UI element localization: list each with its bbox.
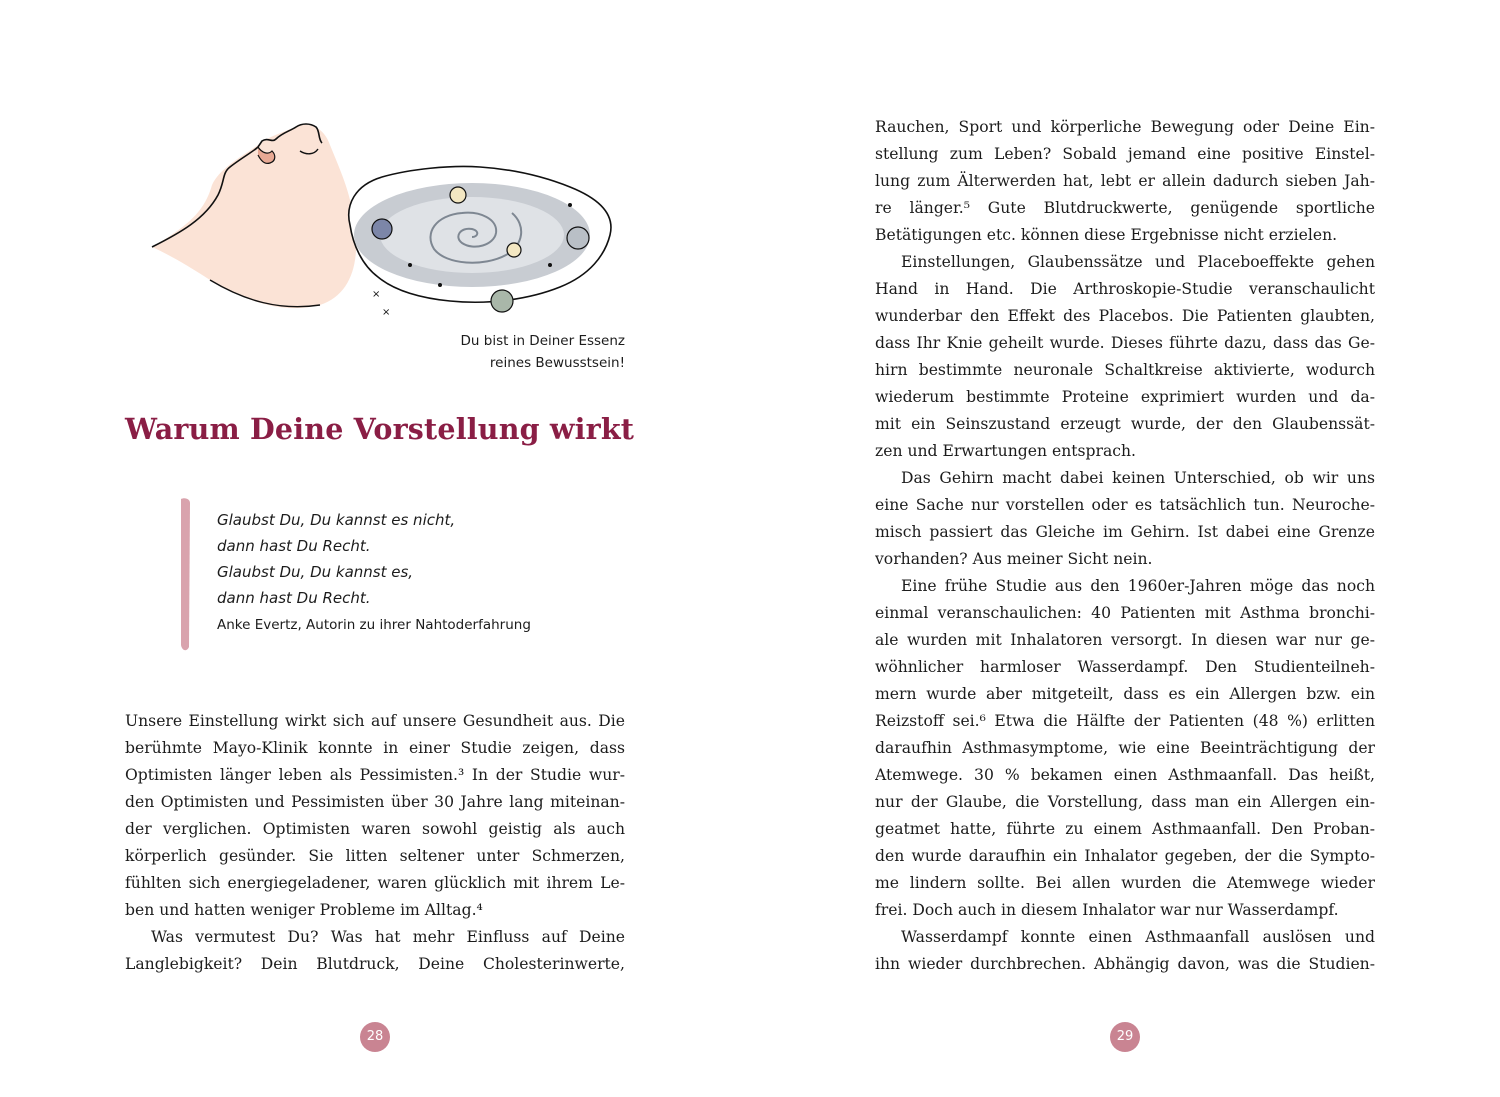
text-line: dass Ihr Knie geheilt wurde. Dieses führte dazu, dass das Ge- <box>875 334 1375 352</box>
text-line: vorhanden? Aus meiner Sicht nein. <box>875 550 1153 568</box>
text-line: körperlich gesünder. Sie litten seltener unter Schmerzen, <box>125 847 625 865</box>
quote-line: dann hast Du Recht. <box>217 537 371 555</box>
text-line: nur der Glaube, die Vorstellung, dass man ein Allergen ein- <box>875 793 1375 811</box>
text-line: Langlebigkeit? Dein Blutdruck, Deine Cholesterinwerte, <box>125 955 625 973</box>
text-line: Wasserdampf konnte einen Asthmaanfall auslösen und <box>901 928 1375 946</box>
text-line: mit ein Seinszustand erzeugt wurde, der den Glaubenssät- <box>875 415 1375 433</box>
quote-line: Glaubst Du, Du kannst es nicht, <box>217 511 456 529</box>
text-line: der verglichen. Optimisten waren sowohl geistig als auch <box>125 820 625 838</box>
text-line: einmal veranschaulichen: 40 Patienten mit Asthma bronchi- <box>875 604 1375 622</box>
planet-cream-top <box>450 187 466 203</box>
text-line: misch passiert das Gleiche im Gehirn. Ist dabei eine Grenze <box>875 523 1375 541</box>
text-line: wöhnlicher harmloser Wasserdampf. Den Studienteilneh- <box>875 658 1375 676</box>
svg-text:×: × <box>372 289 381 300</box>
face-outline <box>152 125 356 308</box>
text-line: Rauchen, Sport und körperliche Bewegung oder Deine Ein- <box>875 118 1375 136</box>
right-body-text <box>875 114 1375 978</box>
text-line: lung zum Älterwerden hat, lebt er allein dadurch sieben Jah- <box>875 172 1375 190</box>
text-line: mern wurde aber mitgeteilt, dass es ein Allergen bzw. ein <box>875 685 1375 703</box>
text-line: hirn bestimmte neuronale Schaltkreise aktivierte, wodurch <box>875 361 1375 379</box>
text-line: Unsere Einstellung wirkt sich auf unsere Gesundheit aus. Die <box>125 712 625 730</box>
page-number: 29 <box>1110 1022 1140 1052</box>
text-line: eine Sache nur vorstellen oder es tatsächlich tun. Neuroche- <box>875 496 1375 514</box>
planet-cream-center <box>507 243 521 257</box>
sleeping-face-galaxy-illustration <box>150 115 620 325</box>
text-line: Betätigungen etc. können diese Ergebnisse nicht erzielen. <box>875 226 1338 244</box>
text-line: Eine frühe Studie aus den 1960er-Jahren möge das noch <box>901 577 1375 595</box>
text-line: daraufhin Asthmasymptome, wie eine Beeinträchtigung der <box>875 739 1375 757</box>
quote-line: Glaubst Du, Du kannst es, <box>217 563 414 581</box>
text-line: Hand in Hand. Die Arthroskopie-Studie veranschaulicht <box>875 280 1375 298</box>
text-line: geatmet hatte, führte zu einem Asthmaanfall. Den Proban- <box>875 820 1375 838</box>
text-line: zen und Erwartungen entsprach. <box>875 442 1136 460</box>
quote-brush-bar <box>178 497 192 652</box>
text-line: Was vermutest Du? Was hat mehr Einfluss auf Deine <box>151 928 625 946</box>
text-line: berühmte Mayo-Klinik konnte in einer Studie zeigen, dass <box>125 739 625 757</box>
text-line: den Optimisten und Pessimisten über 30 Jahre lang miteinan- <box>125 793 625 811</box>
text-line: me lindern sollte. Bei allen wurden die Atemwege wieder <box>875 874 1375 892</box>
text-line: Atemwege. 30 % bekamen einen Asthmaanfall. Das heißt, <box>875 766 1375 784</box>
illustration-caption <box>365 330 625 374</box>
page-number: 28 <box>360 1022 390 1052</box>
chapter-heading: Warum Deine Vorstellung wirkt <box>125 412 635 446</box>
text-line: Reizstoff sei.⁶ Etwa die Hälfte der Patienten (48 %) erlitten <box>875 712 1375 730</box>
svg-text:×: × <box>382 307 391 318</box>
text-line: fühlten sich energiegeladener, waren glücklich mit ihrem Le- <box>125 874 625 892</box>
caption-line: reines Bewusstsein! <box>489 355 625 371</box>
text-line: ben und hatten weniger Probleme im Alltag.⁴ <box>125 901 483 919</box>
text-line: re länger.⁵ Gute Blutdruckwerte, genügende sportliche <box>875 199 1375 217</box>
text-line: Optimisten länger leben als Pessimisten.³ In der Studie wur- <box>125 766 625 784</box>
planet-green-bottom <box>491 290 513 312</box>
left-body-text <box>125 708 625 978</box>
right-page <box>750 0 1500 1097</box>
text-line: wunderbar den Effekt des Placebos. Die Patienten glaubten, <box>875 307 1375 325</box>
caption-line: Du bist in Deiner Essenz <box>460 333 625 349</box>
text-line: Das Gehirn macht dabei keinen Unterschied, ob wir uns <box>901 469 1375 487</box>
quote-source: Anke Evertz, Autorin zu ihrer Nahtoderfahrung <box>217 617 531 633</box>
quote-line: dann hast Du Recht. <box>217 589 371 607</box>
text-line: wiederum bestimmte Proteine exprimiert wurden und da- <box>875 388 1375 406</box>
text-line: ihn wieder durchbrechen. Abhängig davon, was die Studien- <box>875 955 1375 973</box>
text-line: Einstellungen, Glaubenssätze und Placeboeffekte gehen <box>901 253 1375 271</box>
planet-blue-left <box>372 219 392 239</box>
planet-gray-right <box>567 227 589 249</box>
text-line: stellung zum Leben? Sobald jemand eine positive Einstel- <box>875 145 1375 163</box>
text-line: den wurde daraufhin ein Inhalator gegeben, der die Sympto- <box>875 847 1375 865</box>
text-line: frei. Doch auch in diesem Inhalator war nur Wasserdampf. <box>875 901 1339 919</box>
text-line: ale wurden mit Inhalatoren versorgt. In diesen war nur ge- <box>875 631 1375 649</box>
epigraph-quote <box>217 507 577 611</box>
